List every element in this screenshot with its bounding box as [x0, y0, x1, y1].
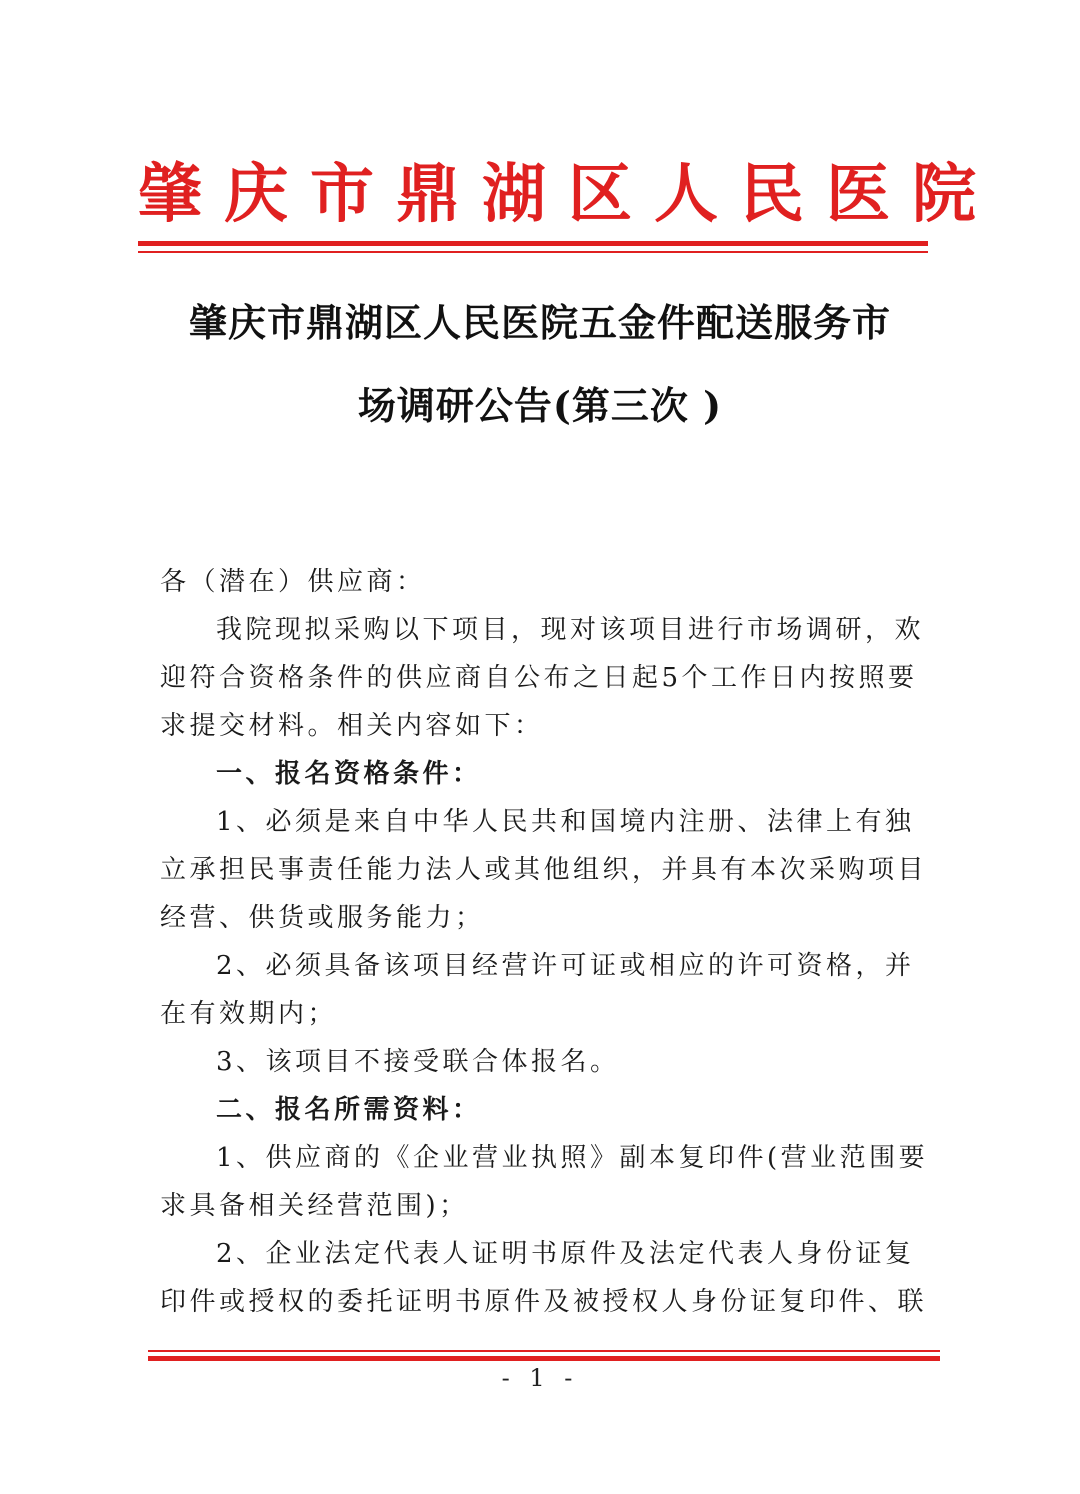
body-line: 我院现拟采购以下项目，现对该项目进行市场调研，欢	[216, 615, 925, 645]
page-number: - 1 -	[501, 1364, 579, 1392]
body-line: 在有效期内；	[160, 999, 338, 1029]
salutation: 各（潜在）供应商：	[160, 567, 426, 597]
body-line: 1、供应商的《企业营业执照》副本复印件(营业范围要	[216, 1143, 929, 1173]
section-heading-1: 一、报名资格条件：	[216, 759, 482, 789]
body-line: 迎符合资格条件的供应商自公布之日起5个工作日内按照要	[160, 663, 918, 693]
body-line: 2、企业法定代表人证明书原件及法定代表人身份证复	[216, 1239, 915, 1269]
masthead-title: 肇庆市鼎湖区人民医院	[138, 157, 998, 232]
body-line: 求提交材料。相关内容如下：	[160, 711, 544, 741]
notice-body	[160, 558, 929, 1326]
body-line: 印件或授权的委托证明书原件及被授权人身份证复印件、联	[160, 1287, 928, 1317]
body-line: 2、必须具备该项目经营许可证或相应的许可资格，并	[216, 951, 915, 981]
body-line: 1、必须是来自中华人民共和国境内注册、法律上有独	[216, 807, 915, 837]
body-line: 立承担民事责任能力法人或其他组织，并具有本次采购项目	[160, 855, 928, 885]
header-rule-thin	[138, 251, 928, 253]
body-line: 经营、供货或服务能力；	[160, 903, 485, 933]
notice-title-line1: 肇庆市鼎湖区人民医院五金件配送服务市	[188, 300, 891, 345]
footer-rule-thin	[148, 1350, 940, 1352]
body-line: 求具备相关经营范围)；	[160, 1191, 469, 1221]
header-rule-thick	[138, 241, 928, 246]
section-heading-2: 二、报名所需资料：	[216, 1095, 482, 1125]
footer-rule-thick	[148, 1356, 940, 1361]
body-line: 3、该项目不接受联合体报名。	[216, 1047, 620, 1077]
notice-title-line2: 场调研公告(第三次 )	[357, 383, 723, 428]
